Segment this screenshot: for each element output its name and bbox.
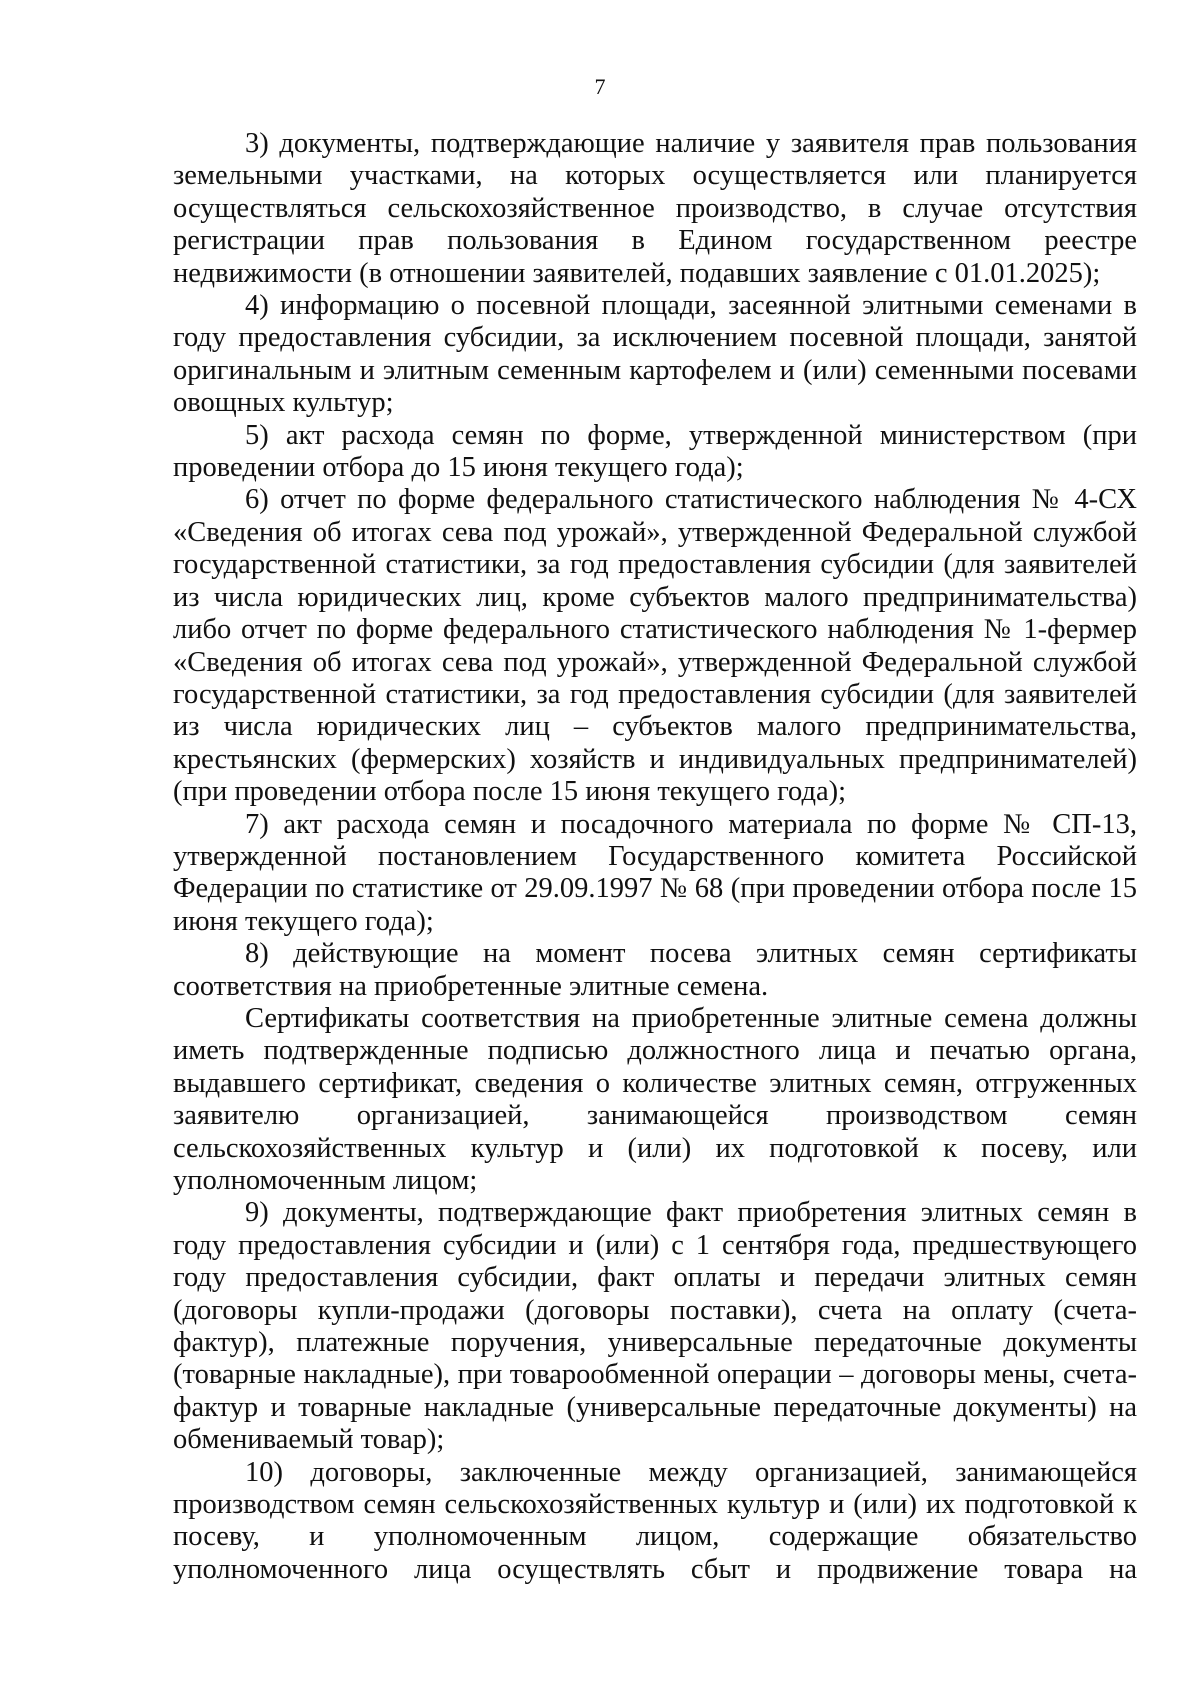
page-number: 7 (594, 74, 606, 99)
paragraph-item-7: 7) акт расхода семян и посадочного материала по форме № СП-13, утвержденной постановлением Государственного комитета Российской Федерации по статистике от 29.09.1997 № 68 (при проведении отбора после 15 июня текущего года); (173, 808, 1137, 937)
paragraph-item-5: 5) акт расхода семян по форме, утвержденной министерством (при проведении отбора до 15 июня текущего года); (173, 419, 1137, 484)
paragraph-item-4: 4) информацию о посевной площади, засеянной элитными семенами в году предоставления субсидии, за исключением посевной площади, занятой оригинальным и элитным семенным картофелем и (или) семенными посевами овощных культур; (173, 290, 1137, 419)
paragraph-item-8: 8) действующие на момент посева элитных семян сертификаты соответствия на приобретенные элитные семена. (173, 938, 1137, 1002)
document-body (173, 128, 1137, 1586)
paragraph-certificates: Сертификаты соответствия на приобретенные элитные семена должны иметь подтвержденные подписью должностного лица и печатью органа, выдавшего сертификат, сведения о количестве элитных семян, отгруженных заявителю организацией, занимающейся производством семян сельскохозяйственных культур и (или) их подготовкой к посеву, или уполномоченным лицом; (173, 1002, 1137, 1196)
paragraph-item-3: 3) документы, подтверждающие наличие у заявителя прав пользования земельными участками, на которых осуществляется или планируется осуществляться сельскохозяйственное производство, в случае отсутствия регистрации прав пользования в Едином государственном реестре недвижимости (в отношении заявителей, подавших заявление с 01.01.2025); (173, 128, 1137, 289)
paragraph-item-10: 10) договоры, заключенные между организацией, занимающейся производством семян сельскохозяйственных культур и (или) их подготовкой к посеву, и уполномоченным лицом, содержащие обязательство уполномоченного лица осуществлять сбыт и продвижение товара на (173, 1456, 1137, 1585)
paragraph-item-9: 9) документы, подтверждающие факт приобретения элитных семян в году предоставления субсидии и (или) с 1 сентября года, предшествующего году предоставления субсидии, факт оплаты и передачи элитных семян (договоры купли-продажи (договоры поставки), счета на оплату (счета-фактур), платежные поручения, универсальные передаточные документы (товарные накладные), при товарообменной операции – договоры мены, счета-фактур и товарные накладные (универсальные передаточные документы) на обмениваемый товар); (173, 1197, 1137, 1456)
paragraph-item-6: 6) отчет по форме федерального статистического наблюдения № 4-СХ «Сведения об итогах сева под урожай», утвержденной Федеральной службой государственной статистики, за год предоставления субсидии (для заявителей из числа юридических лиц, кроме субъектов малого предпринимательства) либо отчет по форме федерального статистического наблюдения № 1-фермер «Сведения об итогах сева под урожай», утвержденной Федеральной службой государственной статистики, за год предоставления субсидии (для заявителей из числа юридических лиц – субъектов малого предпринимательства, крестьянских (фермерских) хозяйств и индивидуальных предпринимателей) (при проведении отбора после 15 июня текущего года); (173, 484, 1137, 808)
